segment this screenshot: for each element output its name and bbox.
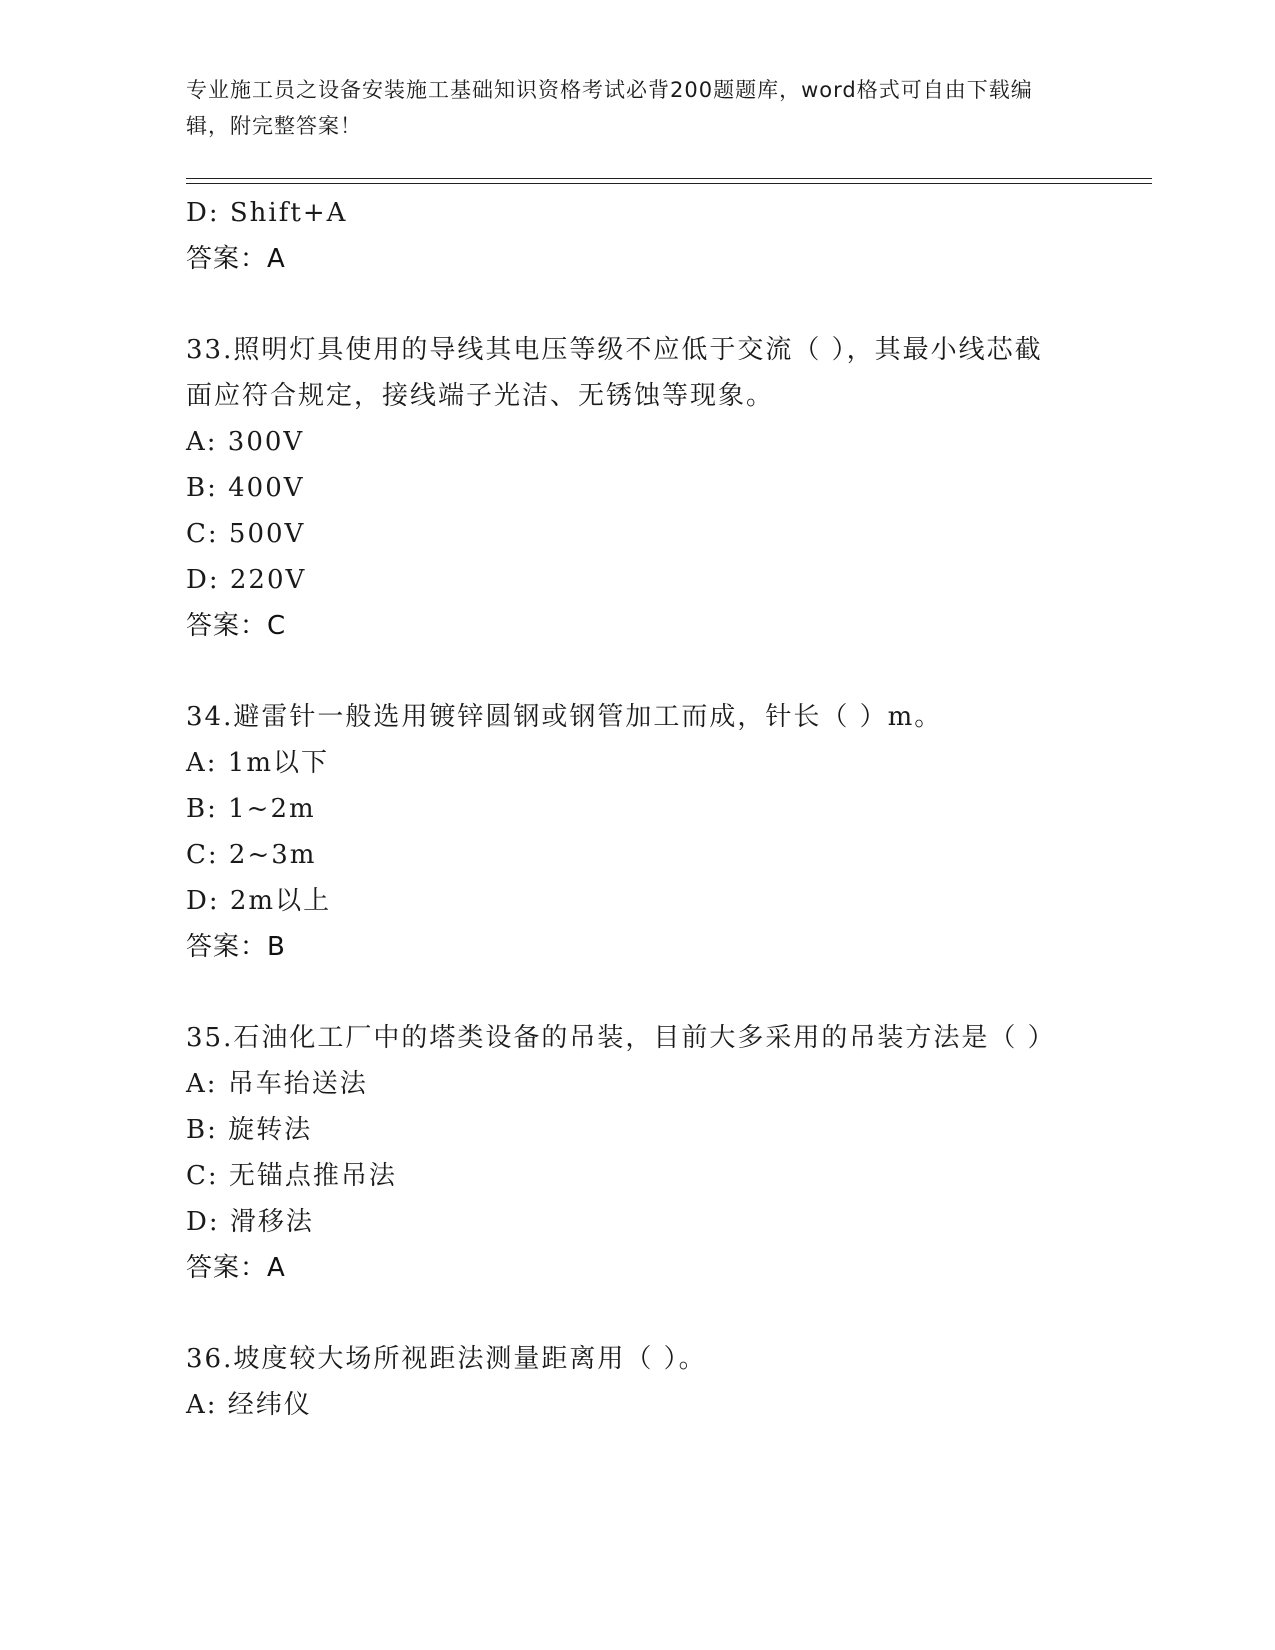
option-line: C: 2~3m [186,840,317,870]
option-line: A: 经纬仪 [186,1390,312,1420]
question-gap [186,1291,1086,1336]
question-stem: 35.石油化工厂中的塔类设备的吊装，目前大多采用的吊装方法是（ ） [186,1023,1056,1053]
option-line: A: 1m以下 [186,748,329,778]
option-line: A: 吊车抬送法 [186,1069,368,1099]
document-header: 专业施工员之设备安装施工基础知识资格考试必背200题题库，word格式可自由下载编辑，附完整答案！ [186,78,1033,138]
option-line: A: 300V [186,427,305,457]
option-line: D: 滑移法 [186,1207,314,1237]
question-gap [186,970,1086,1015]
answer-line: 答案：A [186,244,286,274]
question-gap [186,282,1086,327]
question-stem: 34.避雷针一般选用镀锌圆钢或钢管加工而成，针长（ ）m。 [186,702,943,732]
answer-line: 答案：B [186,932,286,962]
question-stem: 36.坡度较大场所视距法测量距离用（ ）。 [186,1344,707,1374]
option-line: D: 220V [186,565,307,595]
option-line: B: 400V [186,473,305,503]
header-rule-top [186,178,1152,179]
header-rule-bottom [186,183,1152,184]
question-stem: 33.照明灯具使用的导线其电压等级不应低于交流（ ），其最小线芯截面应符合规定，接线端子光洁、无锈蚀等现象。 [186,335,1043,411]
question-gap [186,649,1086,694]
answer-line: 答案：A [186,1253,286,1283]
option-line: B: 旋转法 [186,1115,313,1145]
question-content [186,190,1086,1428]
option-line: B: 1~2m [186,794,316,824]
option-line: D: 2m以上 [186,886,332,916]
answer-line: 答案：C [186,611,287,641]
option-line: D: Shift+A [186,198,348,228]
option-line: C: 500V [186,519,306,549]
option-line: C: 无锚点推吊法 [186,1161,397,1191]
